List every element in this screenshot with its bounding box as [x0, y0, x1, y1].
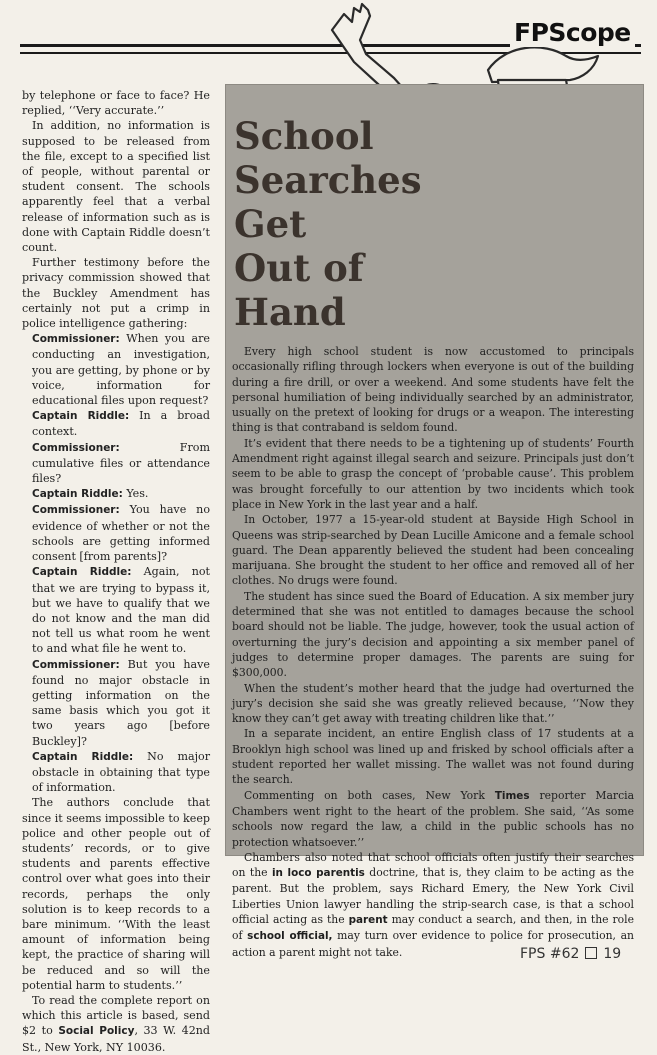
article-paragraph: Chambers also noted that school officials often justify their searches on the in loco parentis doctrine, that is, they claim to be acting as the parent. But the problem, says Richard Emery, the New York Civil Liberties Union lawyer handling the strip-search case, is that a school official acting as the parent may conduct a search, and then, in the role of school official, may turn over evidence to police for prosecution, an action a parent might not take.	[232, 850, 635, 959]
left-paragraph-1: by telephone or face to face? He replied, ‘‘Very accurate.’’	[22, 89, 210, 118]
article-body	[232, 344, 634, 960]
page-number: 19	[603, 946, 622, 962]
dialog-line: Captain Riddle: Again, not that we are trying to bypass it, but we have to qualify that we do not know and the man did not tell us what room he went to and what file he went to.	[32, 565, 210, 656]
dialog-line: Commissioner: But you have found no major obstacle in getting information on the same basis which you got it two years ago [before Buckley]?	[32, 657, 211, 748]
left-paragraph-2: In addition, no information is supposed to be released from the file, except to a specified list of people, without parental or student consent. The schools apparently feel that a verbal release of information such as is done with Captain Riddle doesn’t count.	[22, 119, 210, 255]
article-paragraph: Commenting on both cases, New York Times reporter Marcia Chambers went right to the heart of the problem. She said, ‘‘As some schools now regard the law, a child in the public schools has no protection whatsoever.’’	[232, 788, 635, 849]
left-paragraph-5: To read the complete report on which this article is based, send $2 to Social Policy, 33 W. 42nd St., New York, NY 10036.	[22, 993, 211, 1054]
dialog-line: Captain Riddle: No major obstacle in obtaining that type of information.	[32, 749, 210, 795]
article-paragraph: The student has since sued the Board of Education. A six member jury determined that she was not entitled to damages because the school board should not be liable. The judge, however, took the usual action of overturning the jury’s decision and appointing a six member panel of judges to determine proper damages. The parents are suing for $300,000.	[232, 589, 634, 680]
page-footer	[520, 946, 621, 962]
article-title: School Searches Get Out of Hand	[234, 114, 422, 334]
dialog-line: Commissioner: When you are conducting an investigation, you are getting, by phone or by voice, information for educational files upon request?	[32, 332, 210, 408]
dialog-line: Captain Riddle: Yes.	[32, 487, 149, 501]
article-paragraph: When the student’s mother heard that the judge had overturned the jury’s decision she said she was greatly relieved because, ‘‘Now they know they can’t get away with treating children like that.’’	[232, 681, 634, 726]
left-paragraph-4: The authors conclude that since it seems impossible to keep police and other people out of students’ records, or to give students and parents effective control over what goes into their records, perhaps the only solution is to keep records to a bare minimum. ‘‘With the least amount of information being kept, the practice of sharing will be reduced and so will the potential harm to students.’’	[22, 796, 210, 992]
article-paragraph: In a separate incident, an entire English class of 17 students at a Brooklyn high school was lined up and frisked by school officials after a student reported her wallet missing. The wallet was not found during the search.	[232, 727, 634, 787]
left-column	[22, 88, 210, 1055]
dialog-line: Commissioner: From cumulative files or attendance files?	[32, 440, 210, 486]
article-paragraph: Every high school student is now accustomed to principals occasionally rifling through lockers when everyone is out of the building during a fire drill, or over a weekend. And some students have felt the personal humiliation of being individually searched by an administrator, usually on the pretext of looking for drugs or a weapon. The interesting thing is that contraband is seldom found.	[232, 345, 634, 435]
masthead-logo: FPScope	[510, 18, 635, 47]
left-paragraph-3: Further testimony before the privacy commission showed that the Buckley Amendment has certainly not put a crimp in police intelligence gathering:	[22, 256, 210, 331]
square-glyph	[585, 947, 597, 959]
article-paragraph: It’s evident that there needs to be a tightening up of students’ Fourth Amendment right against illegal search and seizure. Principals just don’t seem to be able to grasp the concept of ‘probable cause’. This problem was brought forcefully to our attention by two incidents which took place in New York in the last year and a half.	[232, 436, 634, 511]
publication-name: Social Policy	[58, 1025, 135, 1038]
dialog-line: Commissioner: You have no evidence of whether or not the schools are getting informed consent [from parents]?	[32, 503, 210, 564]
dialog-line: Captain Riddle: In a broad context.	[32, 409, 210, 439]
article-paragraph: In October, 1977 a 15-year-old student at Bayside High School in Queens was strip-searched by Dean Lucille Amicone and a female school guard. The Dean apparently believed the student had been concealing marijuana. She brought the student to her office and removed all of her clothes. No drugs were found.	[232, 513, 634, 588]
issue-number: FPS #62	[520, 946, 580, 962]
